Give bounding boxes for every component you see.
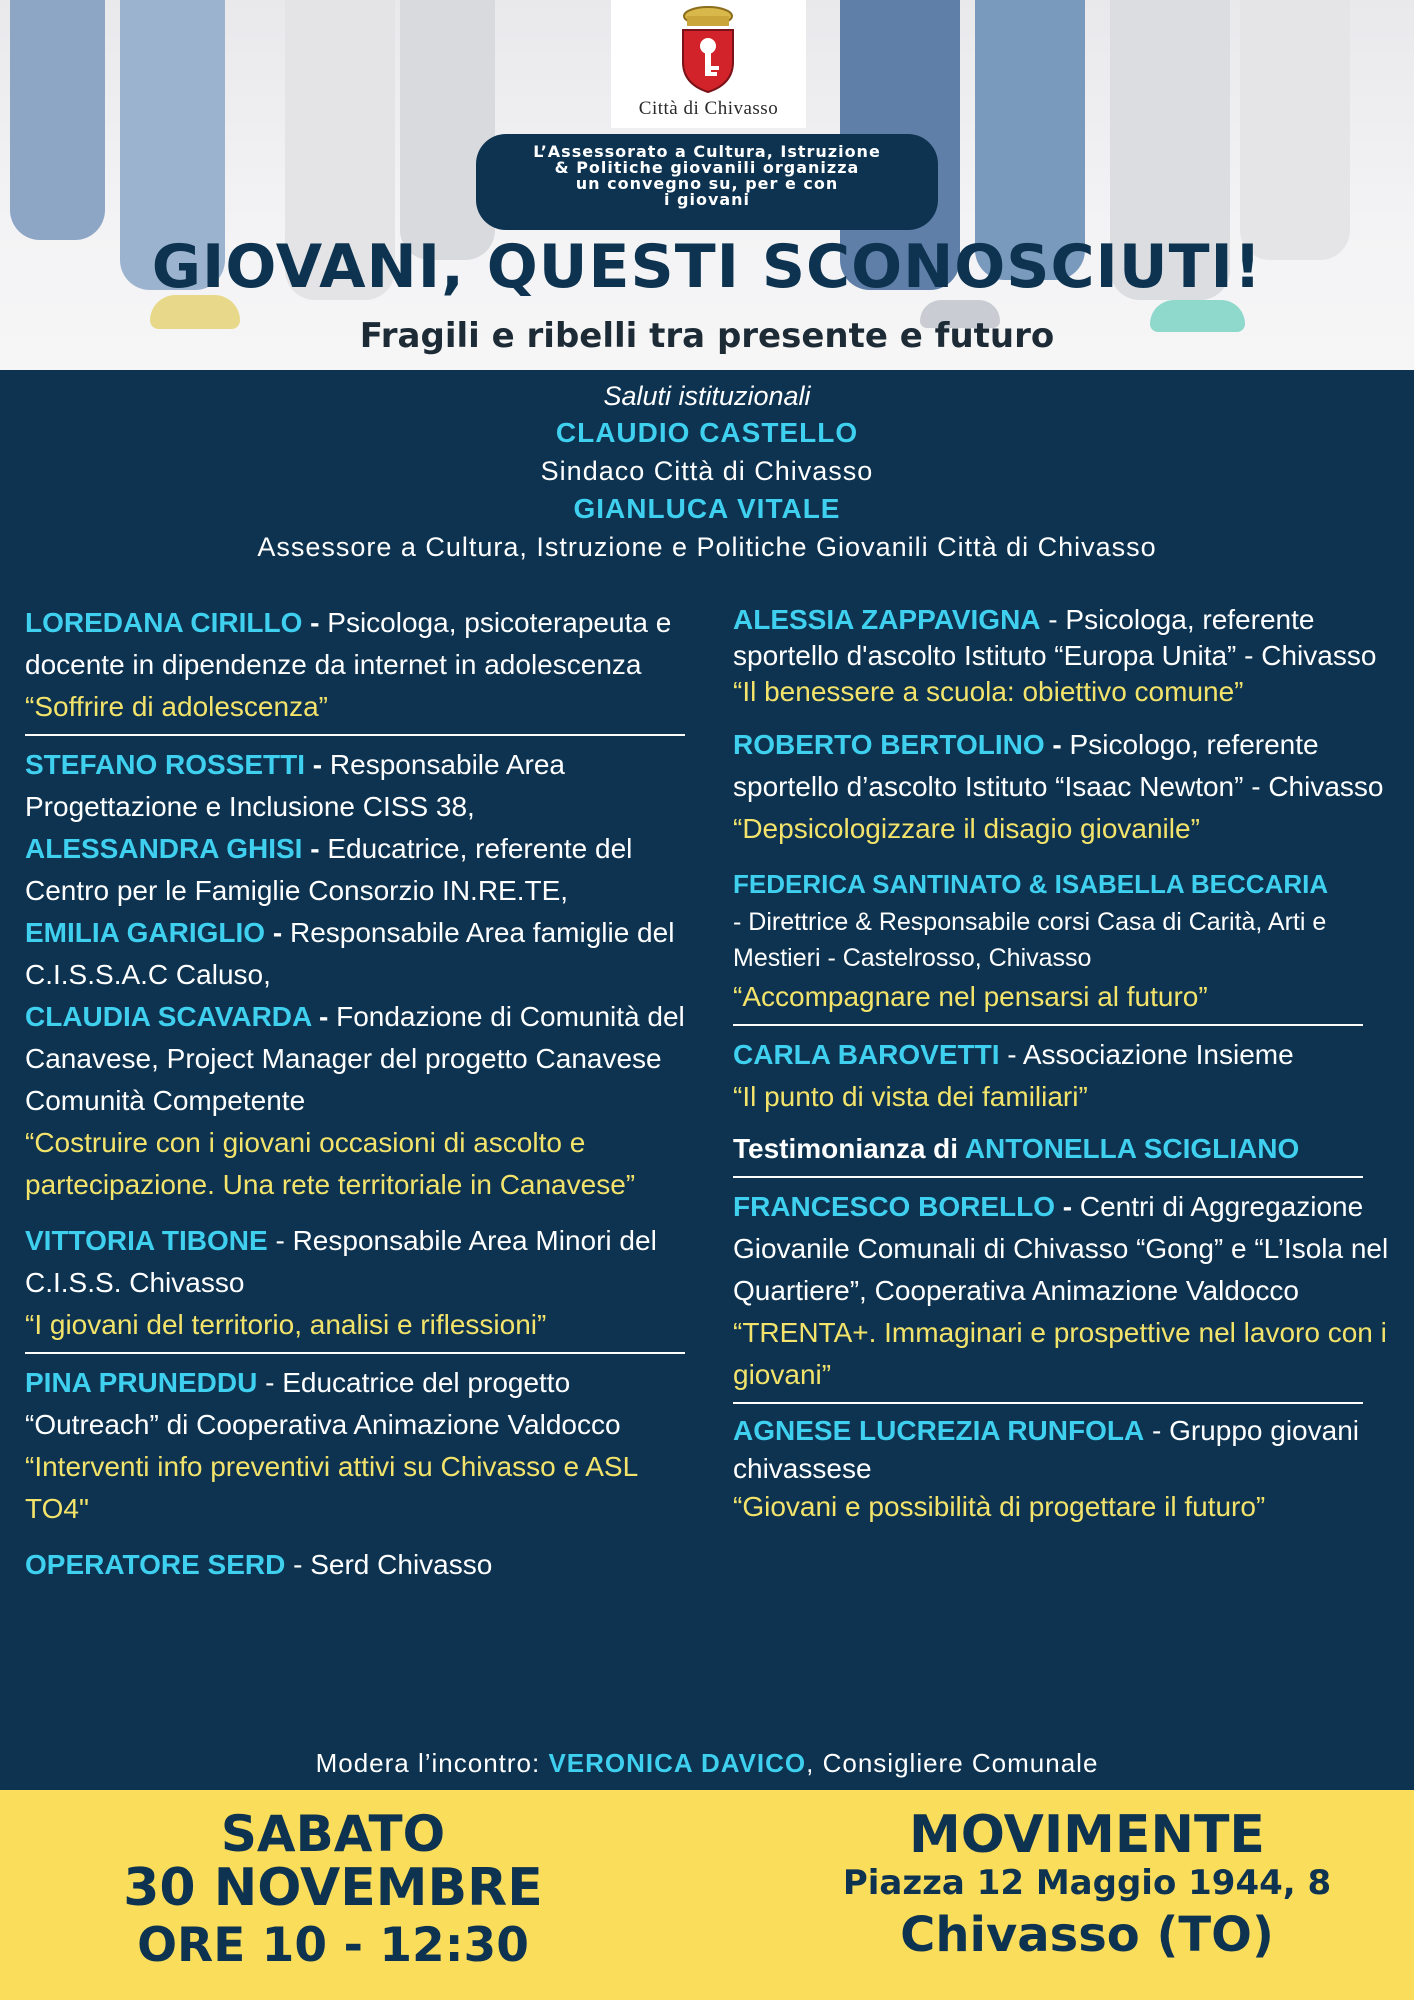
speaker-description: Serd Chivasso [310,1549,493,1580]
organizer-line: un convegno su, per e con [575,174,839,193]
testimony-prefix: Testimonianza di [733,1133,965,1164]
speaker-description: Psicologa, referente sportello d'ascolto Istituto “Europa Unita” - Chivasso [733,604,1377,671]
venue-address: Piazza 12 Maggio 1944, 8 [842,1863,1332,1903]
speaker-description: Educatrice, referente del Centro per le Famiglie Consorzio IN.RE.TE, [25,833,633,906]
speaker-talk-title: “I giovani del territorio, analisi e riflessioni” [25,1309,547,1340]
speaker-description: Centri di Aggregazione Giovanile Comunali di Chivasso “Gong” e “L’Isola nel Quartiere”, Cooperativa Animazione Valdocco [733,1191,1389,1306]
header-banner [0,0,1414,370]
speaker-separator: - [1040,604,1066,635]
greeting-role: Sindaco Città di Chivasso [540,456,874,486]
speaker-separator: - [305,749,330,780]
speaker-name: AGNESE LUCREZIA RUNFOLA [733,1415,1145,1446]
speaker-name: CLAUDIA SCAVARDA [25,1001,312,1032]
venue-name: MOVIMENTE [909,1805,1265,1865]
city-crest-icon [675,4,741,94]
event-title: GIOVANI, QUESTI SCONOSCIUTI! [151,232,1263,302]
speaker-entry [25,1544,685,1586]
divider [25,734,685,736]
event-info-footer [0,1790,1414,2000]
speaker-talk-title: “Depsicologizzare il disagio giovanile” [733,813,1200,844]
speaker-name: CARLA BAROVETTI [733,1039,1000,1070]
venue-city: Chivasso (TO) [900,1907,1274,1963]
speaker-entry [733,724,1398,850]
greeting-role: Assessore a Cultura, Istruzione e Politiche Giovanili Città di Chivasso [257,532,1157,562]
speaker-entry [25,1362,685,1530]
testimony-entry [733,1128,1398,1170]
speaker-name: VITTORIA TIBONE [25,1225,268,1256]
speaker-separator: - [302,833,328,864]
event-location [760,1805,1414,1966]
organizer-line: L’Assessorato a Cultura, Istruzione [533,142,881,161]
speaker-description: Psicologa, psicoterapeuta e docente in dipendenze da internet in adolescenza [25,607,672,680]
logo-text: Città di Chivasso [638,98,779,119]
speaker-description: - Direttrice & Responsabile corsi Casa di Carità, Arti e Mestieri - Castelrosso, Chivasso [733,908,1327,972]
photo-leg [10,0,105,240]
speaker-name: LOREDANA CIRILLO [25,607,303,638]
speaker-separator: - [311,1001,337,1032]
photo-leg [1240,0,1350,260]
event-subtitle: Fragili e ribelli tra presente e futuro [359,316,1055,356]
divider [733,1176,1363,1178]
speaker-talk-title: “Soffrire di adolescenza” [25,691,328,722]
speaker-description: Fondazione di Comunità del Canavese, Project Manager del progetto Canavese Comunità Competente [25,1001,685,1116]
speaker-separator: - [1144,1415,1170,1446]
speaker-description: Educatrice del progetto “Outreach” di Cooperativa Animazione Valdocco [25,1367,621,1440]
greeting-name: CLAUDIO CASTELLO [555,417,859,448]
speaker-entry [733,864,1398,1018]
speaker-talk-title: “Interventi info preventivi attivi su Chivasso e ASL TO4" [25,1451,638,1524]
speaker-separator: - [302,607,328,638]
speaker-entry [733,602,1398,710]
speaker-entry [25,1220,685,1346]
speaker-talk-title: “TRENTA+. Immaginari e prospettive nel lavoro con i giovani” [733,1317,1387,1390]
speaker-separator: - [267,1225,293,1256]
organizer-line: & Politiche giovanili organizza [554,158,860,177]
speaker-name: FEDERICA SANTINATO & ISABELLA BECCARIA [733,869,1329,899]
speaker-separator: - [999,1039,1023,1070]
speaker-talk-title: “Il punto di vista dei familiari” [733,1081,1088,1112]
speaker-description: Responsabile Area Progettazione e Inclusione CISS 38, [25,749,565,822]
speaker-separator: - [1055,1191,1080,1222]
speakers-left-column [25,602,685,1586]
speaker-talk-title: “Costruire con i giovani occasioni di ascolto e partecipazione. Una rete territoriale in Canavese” [25,1127,636,1200]
greeting-name: GIANLUCA VITALE [573,493,841,524]
speaker-name: FRANCESCO BORELLO [733,1191,1055,1222]
speaker-entry [733,1412,1398,1526]
speaker-description: Associazione Insieme [1022,1039,1294,1070]
event-datetime [0,1805,666,1976]
speaker-description: Responsabile Area famiglie del C.I.S.S.A.C Caluso, [25,917,675,990]
speaker-group [25,744,685,1206]
moderator-role: , Consigliere Comunale [806,1748,1099,1778]
speaker-separator: - [257,1367,283,1398]
speaker-name: ALESSANDRA GHISI [25,833,303,864]
speaker-name: STEFANO ROSSETTI [25,749,306,780]
event-time: ORE 10 - 12:30 [137,1918,529,1973]
divider [25,1352,685,1354]
divider [733,1024,1363,1026]
speaker-talk-title: “Giovani e possibilità di progettare il futuro” [733,1491,1266,1522]
speaker-entry [25,602,685,728]
speaker-description: Psicologo, referente sportello d’ascolto Istituto “Isaac Newton” - Chivasso [733,729,1384,802]
speaker-description: Gruppo giovani chivassese [733,1415,1359,1484]
speaker-name: EMILIA GARIGLIO [25,917,266,948]
institutional-greetings [0,378,1414,566]
divider [733,1402,1363,1404]
speaker-separator: - [1044,729,1070,760]
event-date: 30 NOVEMBRE [123,1858,543,1918]
speaker-description: Responsabile Area Minori del C.I.S.S. Chivasso [25,1225,657,1298]
speaker-talk-title: “Il benessere a scuola: obiettivo comune” [733,676,1244,707]
speaker-entry [733,1186,1398,1396]
speaker-separator: - [285,1549,311,1580]
speaker-separator: - [265,917,290,948]
photo-leg [400,0,495,260]
speaker-name: PINA PRUNEDDU [25,1367,258,1398]
speaker-name: ALESSIA ZAPPAVIGNA [733,604,1041,635]
speaker-name: ANTONELLA SCIGLIANO [964,1133,1300,1164]
speaker-entry [733,1034,1398,1118]
moderator-line [0,1748,1414,1779]
speaker-name: ROBERTO BERTOLINO [733,729,1045,760]
moderator-name: VERONICA DAVICO [548,1748,807,1778]
speakers-right-column [733,602,1398,1526]
city-logo [611,0,806,128]
event-day: SABATO [220,1805,446,1863]
moderator-prefix: Modera l’incontro: [315,1748,549,1778]
organizer-pill [476,134,938,230]
speaker-name: OPERATORE SERD [25,1549,286,1580]
speaker-talk-title: “Accompagnare nel pensarsi al futuro” [733,981,1208,1012]
greetings-label: Saluti istituzionali [603,381,811,411]
organizer-line: i giovani [663,190,751,209]
